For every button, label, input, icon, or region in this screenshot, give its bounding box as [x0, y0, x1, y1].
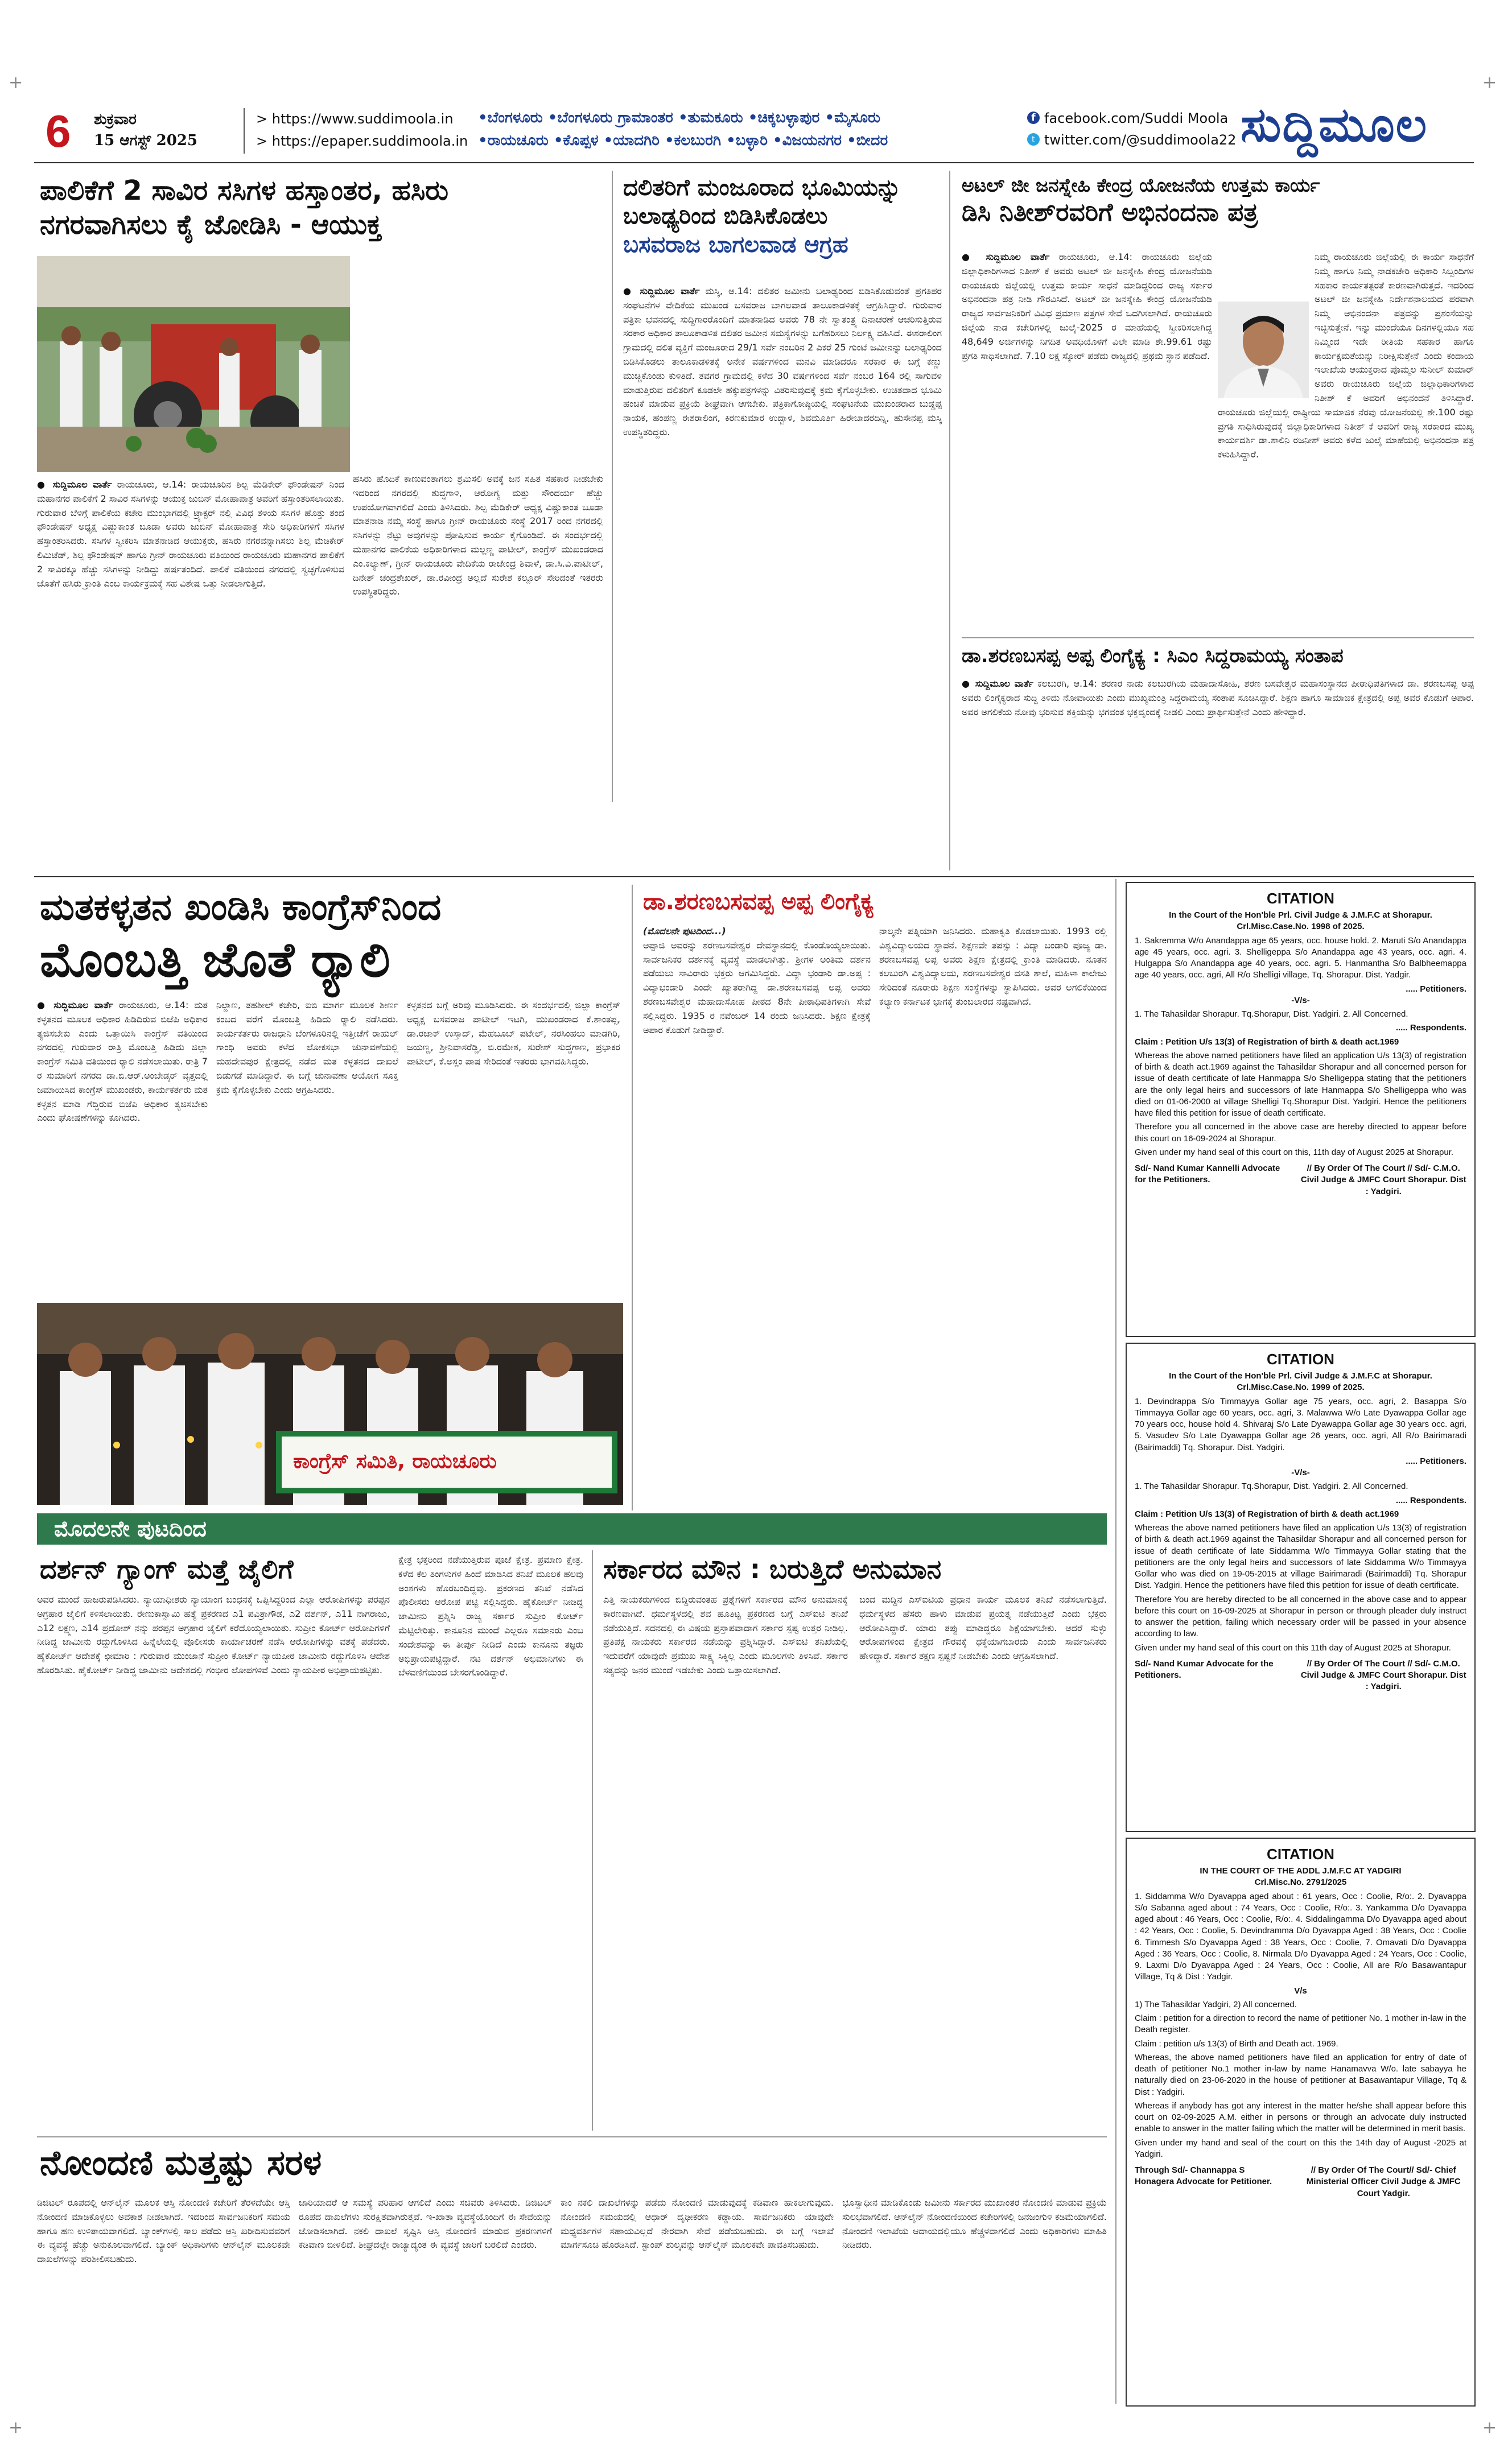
crop-mark-top-left: + — [9, 73, 23, 93]
header-rule — [34, 162, 1474, 163]
citation-title: CITATION — [1267, 890, 1334, 907]
header-cities-2: •ರಾಯಚೂರು •ಕೊಪ್ಪಳ •ಯಾದಗಿರಿ •ಕಲಬುರಗಿ •ಬಳ್ಳಾರಿ •ವಿಜಯನಗರ •ಬೀದರ — [478, 132, 888, 149]
story3-col1: ● ಸುದ್ದಿಮೂಲ ವಾರ್ತೆ ರಾಯಚೂರು, ಆ.14: ರಾಯಚೂರು ಜಿಲ್ಲೆಯ ಜಿಲ್ಲಾಧಿಕಾರಿಗಳಾದ ನಿತೀಶ್ ಕೆ ಅವರು ಅಟಲ್ ಜೀ ಜನಸ್ನೇಹಿ ಕೇಂದ್ರ ಯೋಜನೆಯಡಿ ರಾಯಚೂರು ಜಿಲ್ಲೆಯಲ್ಲಿ ಉತ್ತಮ ಕಾರ್ಯ ಸಾಧನೆ ಮಾಡಿದ್ದರಿಂದ ರಾಜ್ಯ ಸರ್ಕಾರ ಅಭಿನಂದನಾ ಪತ್ರ ನೀಡಿ ಗೌರವಿಸಿದೆ. ಅಟಲ್ ಜೀ ಜನಸ್ನೇಹಿ ಕೇಂದ್ರ ಯೋಜನೆಯಡಿ ರಾಜ್ಯದ ಸಾರ್ವಜನಿಕರಿಗೆ ವಿವಿಧ ಪ್ರಮಾಣ ಪತ್ರಗಳ ಸೇವೆ ಒದಗಿಸಲಾಗಿದೆ. ರಾಯಚೂರು ಜಿಲ್ಲೆಯ ನಾಡ ಕಚೇರಿಗಳಲ್ಲಿ ಜುಲೈ-2025 ರ ಮಾಹೆಯಲ್ಲಿ ಸ್ವೀಕರಿಸಲಾಗಿದ್ದ 48,649 ಅರ್ಜಿಗಳನ್ನು ನಿಗದಿತ ಅವಧಿಯೊಳಗೆ ವಿಲೇ ಮಾಡಿ ಶೇ.99.61 ರಷ್ಟು ಪ್ರಗತಿ ಸಾಧಿಸಲಾಗಿದೆ. 7.10 ಲಕ್ಷ ಸ್ಕೋರ್ ಪಡೆದು ರಾಜ್ಯದಲ್ಲಿ ಪ್ರಥಮ ಸ್ಥಾನ ಪಡೆದಿದೆ. — [962, 251, 1212, 361]
story9-headline: ನೋಂದಣಿ ಮತ್ತಷ್ಟು ಸರಳ — [40, 2143, 322, 2183]
citation-1999: CITATION In the Court of the Hon'ble Prl. Civil Judge & J.M.F.C at Shorapur. Crl.Misc.Case.No. 1999 of 2025. 1. Devindrappa S/o Timmayya Gollar age 75 years, occ. agri, 2. Basappa S/o Timmayya Gollar age 60 years, occ. agri, 3. Malawwa W/o Late Dyawappa Gollar age 70 years occ, house hold 4. Shivaraj S/o Late Dyawappa Gollar age 30 years occ. agri, 5. Vasudev S/o Late Dyawappa Gollar age 26 years, occ. agri, All R/o Bairimaradi (Bairimaddi) Tq. Shorapur. Dist. Yadgiri. ..... Petitioners. -V/s- 1. The Tahasildar Shorapur. Tq.Shorapur, Dist. Yadgiri. 2. All Concerned. ..... Respondents. Claim : Petition U/s 13(3) of Registration of birth & death act.1969 Whereas the above named petitioners have filed an application U/s 13(3) of registration of birth & death act.1969 against the Tahasildar Shorapur and all concerned person for issue of death certificate of late Siddamma W/o Timmayya Gollar stating that the petitioners are the only legal heirs and successors of late Siddamma W/o Timmayya Gollar who was died on 19-05-2015 at village Bairimaradi (Bairimaddi) Tq. Shorapur Dist. Yadgiri. Hence the petitioners have filed this petition for issue of death certificate. Therefore You are hereby directed to be all concerned in the above case and to appear before this court on 16-09-2025 at Shorapur in person or through pleader duly instruct to answer the petition, failing which necessary order will be passed in your absence according to law. Given under my hand seal of this court on this 11th day of August 2025 at Shorapur. Sd/- Nand Kumar Advocate for the Petitioners. // By Order Of The Court // Sd/- C.M.O. Civil Judge & JMFC Court Shorapur. Dist : Yadgiri. — [1126, 1343, 1476, 1832]
crop-mark-top-right: + — [1482, 73, 1497, 93]
story7-col1: ಅವರ ಮುಂದೆ ಹಾಜರುಪಡಿಸಿದರು. ನ್ಯಾಯಾಧೀಶರು ನ್ಯಾಯಾಂಗ ಬಂಧನಕ್ಕೆ ಒಪ್ಪಿಸಿದ್ದರಿಂದ ಎಲ್ಲಾ ಆರೋಪಿಗಳನ್ನು ಪರಪ್ಪನ ಅಗ್ರಹಾರ ಜೈಲಿಗೆ ಕಳಿಸಲಾಯಿತು. ರೇಣುಕಾಸ್ವಾಮಿ ಹತ್ಯೆ ಪ್ರಕರಣದ ಎ1 ಪವಿತ್ರಾಗೌಡ, ಎ2 ದರ್ಶನ್, ಎ11 ನಾಗರಾಜು, ಎ12 ಲಕ್ಷ್ಮಣ, ಎ14 ಪ್ರದೋಶ್ ನನ್ನು ಪರಪ್ಪನ ಅಗ್ರಹಾರ ಜೈಲಿಗೆ ಕರೆದೊಯ್ಯಲಾಯಿತು. ಸುಪ್ರೀಂ ಕೋರ್ಟ್ ಆರೋಪಿಗಳಿಗೆ ನೀಡಿದ್ದ ಜಾಮೀನು ರದ್ದುಗೊಳಿಸಿದ ಹಿನ್ನೆಲೆಯಲ್ಲಿ ಪೊಲೀಸರು ಕಾರ್ಯಾಚರಣೆ ನಡೆಸಿ ಆರೋಪಿಗಳನ್ನು ವಶಕ್ಕೆ ಪಡೆದರು. ಹೈಕೋರ್ಟ್ ಆದೇಶಕ್ಕೆ ಛೀಮಾರಿ : ಗುರುವಾರ ಮುಂಜಾನೆ ಸುಪ್ರೀಂ ಕೋರ್ಟ್ ನ್ಯಾಯಪೀಠ ಜಾಮೀನು ರದ್ದುಗೊಳಿಸಿ ಆದೇಶ ಹೊರಡಿಸಿತು. ಹೈಕೋರ್ಟ್ ನೀಡಿದ್ದ ಜಾಮೀನು ಆದೇಶದಲ್ಲಿ ಗಂಭೀರ ಲೋಪಗಳಿವೆ ಎಂದು ನ್ಯಾಯಪೀಠ ಅಭಿಪ್ರಾಯಪಟ್ಟಿತು. — [37, 1594, 390, 1675]
story2-body: ● ಸುದ್ದಿಮೂಲ ವಾರ್ತೆ ಮಸ್ಕಿ, ಆ.14: ದಲಿತರ ಜಮೀನು ಬಲಾಢ್ಯರಿಂದ ಬಿಡಿಸಿಕೊಡುವಂತೆ ಪ್ರಗತಿಪರ ಸಂಘಟನೆಗಳ ವೇದಿಕೆಯ ಮುಖಂಡ ಬಸವರಾಜ ಬಾಗಲವಾಡ ತಾಲೂಕಾಡಳಿತಕ್ಕೆ ಆಗ್ರಹಿಸಿದ್ದಾರೆ. ಗುರುವಾರ ಪತ್ರಿಕಾ ಭವನದಲ್ಲಿ ಸುದ್ದಿಗಾರರೊಂದಿಗೆ ಮಾತನಾಡಿದ ಅವರು 78 ನೇ ಸ್ವಾತಂತ್ರ್ಯ ದಿನಾಚರಣೆ ಆಚರಿಸುತ್ತಿರುವ ಸರಕಾರ ಅಧಿಕಾರ ತಾಲೂಕಾಡಳಿತ ದಲಿತರ ಜಮೀನ ಸಮಸ್ಯೆಗಳನ್ನು ಬಗೆಹರಿಸಲು ನಿರ್ಲಕ್ಷ್ಯ ವಹಿಸಿದೆ. ಈಶರಾಲಿಂಗ ಗ್ರಾಮದಲ್ಲಿ ದಲಿತ ವ್ಯಕ್ತಿಗೆ ಮಂಜೂರಾದ 29/1 ಸರ್ವೆ ನಂಬರಿನ 2 ಎಕರೆ 25 ಗುಂಟೆ ಜಮೀನನ್ನು ಬಲಾಢ್ಯರಿಂದ ಬಿಡಿಸಿಕೊಡಲು ತಾಲೂಕಾಡಳಿತಕ್ಕೆ ಅನೇಕ ವರ್ಷಗಳಿಂದ ಮನವಿ ಮಾಡಿದರೂ ಸರಕಾರ ಈ ಬಗ್ಗೆ ಕಣ್ಣು ಮುಚ್ಚಿಕೊಂಡು ಕುಳಿತಿದೆ. ತವಗರ ಗ್ರಾಮದಲ್ಲಿ ಕಳೆದ 30 ವರ್ಷಗಳಿಂದ ಸರ್ವೆ ನಂಬರ 164 ರಲ್ಲಿ ಸಾಗುವಳಿ ಮಾಡುತ್ತಿರುವ ದಲಿತರಿಗೆ ಕೂಡಲೇ ಹಕ್ಕುಪತ್ರಗಳನ್ನು ವಿತರಿಸುವುದಕ್ಕೆ ಕ್ರಮ ಕೈಗೊಳ್ಳಬೇಕು. ಉಚಿತವಾದ ಭೂಮಿ ಹಂಚಿಕೆ ಮಾಡುವ ಪ್ರಕ್ರಿಯೆ ಶೀಘ್ರವಾಗಿ ಆಗಬೇಕು. ಪತ್ರಿಕಾಗೋಷ್ಠಿಯಲ್ಲಿ ಸಂಘಟನೆಯ ಮುಖಂಡರಾದ ಬುಡ್ಡಪ್ಪ ನಾಯಕ, ಹಂಪಣ್ಣ ಈಶರಾಲಿಂಗ, ಕಿರಣಕುಮಾರ ಉದ್ಬಾಳ, ಶಿವಮೂರ್ತಿ ಹಿರೇಬಾದರದಿನ್ನಿ, ಹುಸೇನಪ್ಪ ಮಸ್ಕಿ ಉಪಸ್ಥಿತರಿದ್ದರು. — [623, 286, 942, 438]
story7-col2: ಕ್ಷೇತ್ರ ಭಕ್ತರಿಂದ ನಡೆಯುತ್ತಿರುವ ಪೂಜೆ ಕ್ಷೇತ್ರ. ಪ್ರಮಾಣ ಕ್ಷೇತ್ರ. ಕಳೆದ ಕೆಲ ತಿಂಗಳುಗಳ ಹಿಂದೆ ಮಾಡಿಸಿದ ತನಿಖೆ ಮೂಲಕ ಹಲವು ಅಂಶಗಳು ಹೊರಬಂದಿದ್ದವು. ಪ್ರಕರಣದ ತನಿಖೆ ನಡೆಸಿದ ಪೊಲೀಸರು ಆರೋಪ ಪಟ್ಟಿ ಸಲ್ಲಿಸಿದ್ದರು. ಹೈಕೋರ್ಟ್ ನೀಡಿದ್ದ ಜಾಮೀನು ಪ್ರಶ್ನಿಸಿ ರಾಜ್ಯ ಸರ್ಕಾರ ಸುಪ್ರೀಂ ಕೋರ್ಟ್ ಮೆಟ್ಟಿಲೇರಿತ್ತು. ಕಾನೂನಿನ ಮುಂದೆ ಎಲ್ಲರೂ ಸಮಾನರು ಎಂಬ ಸಂದೇಶವನ್ನು ಈ ತೀರ್ಪು ನೀಡಿದೆ ಎಂದು ಕಾನೂನು ತಜ್ಞರು ಅಭಿಪ್ರಾಯಪಟ್ಟಿದ್ದಾರೆ. ನಟ ದರ್ಶನ್ ಅಭಿಮಾನಿಗಳು ಈ ಬೆಳವಣಿಗೆಯಿಂದ ಬೇಸರಗೊಂಡಿದ್ದಾರೆ. — [398, 1554, 583, 1678]
story6-col1: (ಮೊದಲನೇ ಪುಟದಿಂದ...) ಅಪ್ಪಾಜಿ ಅವರನ್ನು ಶರಣಬಸವೇಶ್ವರ ದೇವಸ್ಥಾನದಲ್ಲಿ ಕೊಂಡೊಯ್ಯಲಾಯಿತು. ಸಾರ್ವಜನಿಕರ ದರ್ಶನಕ್ಕೆ ವ್ಯವಸ್ಥೆ ಮಾಡಲಾಗಿತ್ತು. ಶ್ರೀಗಳ ಅಂತಿಮ ದರ್ಶನ ಪಡೆಯಲು ಸಾವಿರಾರು ಭಕ್ತರು ಆಗಮಿಸಿದ್ದರು. ವಿದ್ಯಾ ಭಂಡಾರಿ ಡಾ.ಅಪ್ಪ : ವಿದ್ಯಾಭಂಡಾರಿ ಎಂದೇ ಖ್ಯಾತರಾಗಿದ್ದ ಡಾ.ಶರಣಬಸವಪ್ಪ ಅಪ್ಪ ಅವರು ಶರಣಬಸವೇಶ್ವರ ಮಹಾದಾಸೋಹ ಪೀಠದ 8ನೇ ಪೀಠಾಧಿಪತಿಗಳಾಗಿ ಸೇವೆ ಸಲ್ಲಿಸಿದ್ದರು. 1935 ರ ನವೆಂಬರ್ 14 ರಂದು ಜನಿಸಿದರು. ಶಿಕ್ಷಣ ಕ್ಷೇತ್ರಕ್ಕೆ ಅಪಾರ ಕೊಡುಗೆ ನೀಡಿದ್ದಾರೆ. — [643, 926, 871, 1035]
story4-headline: ಡಾ.ಶರಣಬಸಪ್ಪ ಅಪ್ಪ ಲಿಂಗೈಕ್ಯ : ಸಿಎಂ ಸಿದ್ದರಾಮಯ್ಯ ಸಂತಾಪ — [962, 645, 1344, 667]
rally-banner-text: ಕಾಂಗ್ರೆಸ್ ಸಮಿತಿ, ರಾಯಚೂರು — [293, 1450, 497, 1473]
story8-headline: ಸರ್ಕಾರದ ಮೌನ : ಬರುತ್ತಿದೆ ಅನುಮಾನ — [603, 1554, 942, 1584]
story9-col2: ಜಾರಿಯಾದರೆ ಆ ಸಮಸ್ಯೆ ಪರಿಹಾರ ಆಗಲಿದೆ ಎಂದು ಸಚಿವರು ತಿಳಿಸಿದರು. ಡಿಜಿಟಲ್ ರೂಪದ ದಾಖಲೆಗಳು ಸುರಕ್ಷಿತವಾಗಿರುತ್ತವೆ. ಇ-ಖಾತಾ ವ್ಯವಸ್ಥೆಯೊಂದಿಗೆ ಈ ಸೇವೆಯನ್ನು ಜೋಡಿಸಲಾಗಿದೆ. ನಕಲಿ ದಾಖಲೆ ಸೃಷ್ಟಿಸಿ ಆಸ್ತಿ ನೋಂದಣಿ ಮಾಡುವ ಪ್ರಕರಣಗಳಿಗೆ ಕಡಿವಾಣ ಬೀಳಲಿದೆ. ಶೀಘ್ರದಲ್ಲೇ ರಾಜ್ಯಾದ್ಯಂತ ಈ ವ್ಯವಸ್ಥೆ ಜಾರಿಗೆ ಬರಲಿದೆ ಎಂದರು. — [299, 2197, 552, 2251]
twitter-icon: t — [1027, 133, 1040, 146]
story1-headline: ಪಾಲಿಕೆಗೆ 2 ಸಾವಿರ ಸಸಿಗಳ ಹಸ್ತಾಂತರ, ಹಸಿರು ನಗರವಾಗಿಸಲು ಕೈ ಜೋಡಿಸಿ - ಆಯುಕ್ತ — [40, 175, 448, 241]
story9-col3: ಕಾಂ ನಕಲಿ ದಾಖಲೆಗಳನ್ನು ಪಡೆದು ನೋಂದಣಿ ಮಾಡುವುದಕ್ಕೆ ಕಡಿವಾಣ ಹಾಕಲಾಗುವುದು. ನೋಂದಣಿ ಸಮಯದಲ್ಲಿ ಆಧಾರ್ ದೃಢೀಕರಣ ಕಡ್ಡಾಯ. ಸಾರ್ವಜನಿಕರು ಯಾವುದೇ ಮಧ್ಯವರ್ತಿಗಳ ಸಹಾಯವಿಲ್ಲದೆ ನೇರವಾಗಿ ಸೇವೆ ಪಡೆಯಬಹುದು. ಈ ಬಗ್ಗೆ ಇಲಾಖೆ ಮಾರ್ಗಸೂಚಿ ಹೊರಡಿಸಿದೆ. ಸ್ಟಾಂಪ್ ಶುಲ್ಕವನ್ನು ಆನ್‌ಲೈನ್ ಮೂಲಕವೇ ಪಾವತಿಸಬಹುದು. — [561, 2197, 834, 2251]
masthead-logo: ಸುದ್ದಿಮೂಲ — [1241, 97, 1428, 152]
story9-col1: ಡಿಜಿಟಲ್ ರೂಪದಲ್ಲಿ ಆನ್‌ಲೈನ್ ಮೂಲಕ ಆಸ್ತಿ ನೋಂದಣಿ ಕಚೇರಿಗೆ ತೆರಳದೆಯೇ ಆಸ್ತಿ ನೋಂದಣಿ ಮಾಡಿಕೊಳ್ಳಲು ಅವಕಾಶ ನೀಡಲಾಗಿದೆ. ಇದರಿಂದ ಸಾರ್ವಜನಿಕರಿಗೆ ಸಮಯ ಹಾಗೂ ಹಣ ಉಳಿತಾಯವಾಗಲಿದೆ. ಬ್ಯಾಂಕ್‌ಗಳಲ್ಲಿ ಸಾಲ ಪಡೆದು ಆಸ್ತಿ ಖರೀದಿಸುವವರಿಗೆ ಈ ವ್ಯವಸ್ಥೆ ಹೆಚ್ಚು ಅನುಕೂಲವಾಗಲಿದೆ. ಬ್ಯಾಂಕ್ ಅಧಿಕಾರಿಗಳು ಆನ್‌ಲೈನ್ ಮೂಲಕವೇ ದಾಖಲೆಗಳನ್ನು ಪರಿಶೀಲಿಸಬಹುದು. — [37, 2197, 290, 2265]
citation-2791: CITATION IN THE COURT OF THE ADDL J.M.F.C AT YADGIRI Crl.Misc.No. 2791/2025 1. Siddamma W/o Dyavappa aged about : 61 years, Occ : Coolie, R/o:. 2. Dyavappa S/o Sabanna aged about : 74 Years, Occ : Coolie, R/o:. 3. Yankamma D/o Dyavappa aged about : 46 Years, Occ : Coolie, R/o:. 4. Siddalingamma D/o Dyavappa aged about : 42 Years, Occ : Coolie, 5. Devindramma D/o Dyavappa Aged : 38 Years, Occ : Coolie 6. Timmesh S/o Dyavappa Aged : 38 Years, Occ : Coolie, 7. Omavati D/o Dyavappa Aged : 36 Years, Occ : Coolie, 8. Nirmala D/o Dyavappa Aged : 24 Years, Occ : Coolie, 9. Laxmi D/o Dyavappa Aged : 24 Years, Occ : Coolie, All are R/o Basawantapur Village, Tq & Dist : Yadgir. V/s 1) The Tahasildar Yadgiri, 2) All concerned. Claim : petition for a direction to record the name of petitioner No. 1 mother in-law in the Death register. Claim : petition u/s 13(3) of Birth and Death act. 1969. Whereas, the above named petitioners have filed an application for entry of date of death of petitioner No.1 mother in-law by name Hanamavva W/o. late sabayya he naturally died on 23-06-2020 in the house of petitioner at Basawantapur Village, Tq & Dist : Yadgiri. Whereas if anybody has got any interest in the matter he/she shall appear before this court on 02-09-2025 A.M. either in persons or through an advocate duly instructed enable to answer in the matter failing which the matter will be determined in merit basis. Given under my hand and seal of the court on this the 14th day of August -2025 at Yadgiri. Through Sd/- Channappa S Honagera Advocate for Petitioner. // By Order Of The Court// Sd/- Chief Ministerial Officer Civil Judge & JMFC Court Yadgir. — [1126, 1838, 1476, 2407]
story5-col2: ನಿಲ್ದಾಣ, ತಹಶೀಲ್ ಕಚೇರಿ, ಐಬಿ ಮಾರ್ಗ ಮೂಲಕ ಶೀರ್ಣ ಕಂಬದ ವರೆಗೆ ಮೊಂಬತ್ತಿ ಹಿಡಿದು ರ್‍ಯಾಲಿ ನಡೆಸಿದರು. ಕಾರ್ಯಕರ್ತರು ರಾಜಧಾನಿ ಬೆಂಗಳೂರಿನಲ್ಲಿ ಇತ್ತೀಚೆಗೆ ರಾಹುಲ್ ಗಾಂಧಿ ಅವರು ಕಳೆದ ಲೋಕಸಭಾ ಚುನಾವಣೆಯಲ್ಲಿ ಮಹದೇವಪುರ ಕ್ಷೇತ್ರದಲ್ಲಿ ನಡೆದ ಮತ ಕಳ್ಳತನದ ದಾಖಲೆ ಬಿಡುಗಡೆ ಮಾಡಿದ್ದಾರೆ. ಈ ಬಗ್ಗೆ ಚುನಾವಣಾ ಆಯೋಗ ಸೂಕ್ತ ಕ್ರಮ ಕೈಗೊಳ್ಳಬೇಕು ಎಂದು ಆಗ್ರಹಿಸಿದರು. — [216, 1000, 398, 1095]
story5-rally-photo — [37, 1303, 623, 1505]
story5-headline: ಮತಕಳ್ಳತನ ಖಂಡಿಸಿ ಕಾಂಗ್ರೆಸ್‌ನಿಂದ ಮೊಂಬತ್ತಿ ಜೊತೆ ರ್‍ಯಾಲಿ — [40, 886, 442, 988]
page-number: 6 — [46, 106, 71, 156]
crop-mark-bottom-right: + — [1482, 2418, 1497, 2438]
facebook-link[interactable]: facebook.com/Suddi Moola — [1044, 110, 1229, 126]
epaper-link[interactable]: > https://epaper.suddimoola.in — [256, 133, 468, 149]
twitter-link[interactable]: twitter.com/@suddimoola22 — [1044, 132, 1237, 148]
col-rule-5 — [592, 1550, 593, 2131]
story6-headline: ಡಾ.ಶರಣಬಸವಪ್ಪ ಅಪ್ಪ ಲಿಂಗೈಕ್ಯ — [643, 889, 875, 915]
story1-col2: ಹಸಿರು ಹೊದಿಕೆ ಕಾಣುವಂತಾಗಲು ಶ್ರಮಿಸಲಿ ಅವಕ್ಕೆ ಜನ ಸಹಿತ ಸಹಕಾರ ನೀಡಬೇಕು ಇದರಿಂದ ನಗರದಲ್ಲಿ ಶುದ್ಧಗಾಳಿ, ಆರೋಗ್ಯ ಮತ್ತು ಸೌಂದರ್ಯ ಹೆಚ್ಚು ಉಪಯೋಗವಾಗಲಿದೆ ಎಂದು ತಿಳಿಸಿದರು. ಶಿಲ್ಪ ಮೆಡಿಕೇರ್ ಅಧ್ಯಕ್ಷ ವಿಷ್ಣುಕಾಂತ ಬೂಡಾ ಮಾತನಾಡಿ ನಮ್ಮ ಸಂಸ್ಥೆ ಹಾಗೂ ಗ್ರೀನ್ ರಾಯಚೂರು ಸಂಸ್ಥೆ 2017 ರಿಂದ ನಗರದಲ್ಲಿ ಸಸಿಗಳನ್ನು ನೆಟ್ಟು ಅವುಗಳನ್ನು ಪೋಷಿಸುವ ಕಾರ್ಯ ಕೈಗೊಂಡಿದೆ. ಈ ಸಂದರ್ಭದಲ್ಲಿ ಮಹಾನಗರ ಪಾಲಿಕೆಯ ಅಧಿಕಾರಿಗಳಾದ ಮಲ್ಲಣ್ಣ ಪಾಟೀಲ್, ಕಾಂಗ್ರೆಸ್ ಮುಖಂಡರಾದ ಎಂ.ಕಲ್ಯಾಣ್, ಗ್ರೀನ್ ರಾಯಚೂರು ವೇದಿಕೆಯ ರಾಜೇಂದ್ರ ಶಿವಾಳೆ, ಡಾ.ಸಿ.ವಿ.ಪಾಟೀಲ್, ದಿನೇಶ್ ಚಂದ್ರಶೇಖರ್, ಡಾ.ರವೀಂದ್ರ ಅಲ್ಲದೆ ಸುರೇಶ ಕಲ್ಲೂರ್ ಸೇರಿದಂತೆ ಇತರರು ಉಪಸ್ಥಿತರಿದ್ದರು. — [353, 473, 603, 597]
col-rule-3 — [632, 885, 633, 1510]
col-rule-2 — [949, 171, 950, 870]
story5-col3: ಕಳ್ಳತನದ ಬಗ್ಗೆ ಅರಿವು ಮೂಡಿಸಿದರು. ಈ ಸಂದರ್ಭದಲ್ಲಿ ಜಿಲ್ಲಾ ಕಾಂಗ್ರೆಸ್ ಅಧ್ಯಕ್ಷ ಬಸವರಾಜ ಪಾಟೀಲ್ ಇಟಗಿ, ಮುಖಂಡರಾದ ಕೆ.ಶಾಂತಪ್ಪ, ಡಾ.ರಜಾಕ್ ಉಸ್ತಾದ್, ಮೆಹಬೂಬ್ ಪಟೇಲ್, ನರಸಿಂಹಲು ಮಾಡಗಿರಿ, ಜಯಣ್ಣ, ಶ್ರೀನಿವಾಸರೆಡ್ಡಿ, ಬಿ.ರಮೇಶ, ಸುರೇಶ್ ಸುದ್ಧಗಾಣ, ಪ್ರಭಾಕರ ಪಾಟೀಲ್, ಕೆ.ಅಸ್ಲಂ ಪಾಷ ಸೇರಿದಂತೆ ಇತರರು ಭಾಗವಹಿಸಿದ್ದರು. — [407, 1000, 620, 1067]
story3-rule — [962, 637, 1474, 638]
story8-col2: ಬಂದ ಮದ್ದಿನ ಎಸ್ಐಟಿಯ ಪ್ರಧಾನ ಕಾರ್ಯ ಮೂಲಕ ತನಿಖೆ ನಡೆಸಲಾಗುತ್ತಿದೆ. ಧರ್ಮಸ್ಥಳದ ಹೆಸರು ಹಾಳು ಮಾಡುವ ಪ್ರಯತ್ನ ನಡೆಯುತ್ತಿದೆ ಎಂದು ಭಕ್ತರು ಆರೋಪಿಸಿದ್ದಾರೆ. ಯಾರು ತಪ್ಪು ಮಾಡಿದ್ದರೂ ಶಿಕ್ಷೆಯಾಗಬೇಕು. ಆದರೆ ಸುಳ್ಳು ಆರೋಪಗಳಿಂದ ಕ್ಷೇತ್ರದ ಗೌರವಕ್ಕೆ ಧಕ್ಕೆಯಾಗಬಾರದು ಎಂದು ಸಾರ್ವಜನಿಕರು ಹೇಳಿದ್ದಾರೆ. ಸರ್ಕಾರ ತಕ್ಷಣ ಸ್ಪಷ್ಟನೆ ನೀಡಬೇಕು ಎಂದು ಆಗ್ರಹಿಸಲಾಗಿದೆ. — [859, 1594, 1107, 1662]
story1-col1: ● ಸುದ್ದಿಮೂಲ ವಾರ್ತೆ ರಾಯಚೂರು, ಆ.14: ರಾಯಚೂರಿನ ಶಿಲ್ಪ ಮೆಡಿಕೇರ್ ಫೌಂಡೇಷನ್ ನಿಂದ ಮಹಾನಗರ ಪಾಲಿಕೆಗೆ 2 ಸಾವಿರ ಸಸಿಗಳನ್ನು ಆಯುಕ್ತ ಜುಬಿನ್ ಮೋಹಾಪಾತ್ರ ಅವರಿಗೆ ಹಸ್ತಾಂತರಿಸಲಾಯಿತು. ಗುರುವಾರ ಬೆಳಿಗ್ಗೆ ಪಾಲಿಕೆಯ ಕಚೇರಿ ಮುಂಭಾಗದಲ್ಲಿ ಟ್ರ್ಯಾಕ್ಟರ್ ನಲ್ಲಿ ವಿವಿಧ ತಳಿಯ ಸಸಿಗಳ ಹೊತ್ತು ತಂದ ಫೌಂಡೇಷನ್ ಅಧ್ಯಕ್ಷ ವಿಷ್ಣುಕಾಂತ ಬೂಡಾ ಅವರು ಜುಬಿನ್ ಮೋಹಾಪಾತ್ರ ಸೇರಿ ಅಧಿಕಾರಿಗಳಿಗೆ ಸಸಿಗಳ ಹಸ್ತಾಂತರಿಸಿದರು. ಸಸಿಗಳ ಸ್ವೀಕರಿಸಿ ಮಾತನಾಡಿದ ಆಯುಕ್ತರು, ಹಸಿರು ನಗರವನ್ನಾಗಿಸಲು ಶಿಲ್ಪ ಮೆಡಿಕೇರ್ ಲಿಮಿಟೆಡ್, ಶಿಲ್ಪ ಫೌಂಡೇಷನ್ ಹಾಗೂ ಗ್ರೀನ್ ರಾಯಚೂರು ವತಿಯಿಂದ ರಾಯಚೂರು ಮಹಾನಗರ ಪಾಲಿಕೆಗೆ 2 ಸಾವಿರಕ್ಕೂ ಹೆಚ್ಚು ಸಸಿಗಳನ್ನು ನೀಡಿದ್ದು ಹರ್ಷತಂದಿದೆ. ಪಾಲಿಕೆ ವತಿಯಿಂದ ನಗರದಲ್ಲಿ ಸ್ವಚ್ಛಗೊಳಿಸುವ ಜೊತೆಗೆ ಹಸಿರು ಕ್ರಾಂತಿ ಎಂಬ ಕಾರ್ಯಕ್ರಮಕ್ಕೆ ಸಹ ವಿಶೇಷ ಒತ್ತು ನೀಡಲಾಗುತ್ತಿದೆ. — [37, 479, 344, 589]
crop-mark-bottom-left: + — [9, 2418, 23, 2438]
citation-1998: CITATION In the Court of the Hon'ble Prl. Civil Judge & J.M.F.C at Shorapur. Crl.Misc.Case.No. 1998 of 2025. 1. Sakremma W/o Anandappa age 65 years, occ. house hold. 2. Maruti S/o Anandappa age 45 years, occ. agri. 3. Shelligeppa S/o Anandappa age 43 years, occ. agri. 4. Hulgappa S/o Anandappa age 40 years, occ. agri. 5. Hanmantha S/o Balbheemappa age 40 years, occ. agri, All R/o Shelligi village, Tq. Shorapur. Dist. Yadgir. ..... Petitioners. -V/s- 1. The Tahasildar Shorapur. Tq.Shorapur, Dist. Yadgiri. 2. All Concerned. ..... Respondents. Claim : Petition U/s 13(3) of Registration of birth & death act.1969 Whereas the above named petitioners have filed an application U/s 13(3) of registration of birth & death act.1969 against the Tahasildar Shorapur and all concerned person for issue of death certificate of late Hanmappa S/o Shelligeppa stating that the petitioners are the only legal heirs and successors of late Hanmappa S/o Shelligeppa who was died on 01-06-2000 at village Shelligi Tq.Shorapur Dist. Yadgiri. Hence the petitioners have filed this petition for issue of death certificate. Therefore you all concerned in the above case are hereby directed to appear before this court on 16-09-2024 at Shorapur. Given under my hand seal of this court on this, 11th day of August 2025 at Shorapur. Sd/- Nand Kumar Kannelli Advocate for the Petitioners. // By Order Of The Court // Sd/- C.M.O. Civil Judge & JMFC Court Shorapur. Dist : Yadgiri. — [1126, 882, 1476, 1337]
header-divider — [244, 108, 245, 154]
row1-rule — [34, 876, 1474, 877]
story1-photo — [37, 256, 350, 472]
row3-rule — [37, 2136, 1107, 2137]
story5-col1: ● ಸುದ್ದಿಮೂಲ ವಾರ್ತೆ ರಾಯಚೂರು, ಆ.14: ಮತ ಕಳ್ಳತನದ ಮೂಲಕ ಅಧಿಕಾರ ಹಿಡಿದಿರುವ ಬಿಜೆಪಿ ಅಧಿಕಾರ ತ್ಯಜಿಸಬೇಕು ಎಂದು ಒತ್ತಾಯಿಸಿ ಕಾಂಗ್ರೆಸ್ ವತಿಯಿಂದ ನಗರದಲ್ಲಿ ಗುರುವಾರ ರಾತ್ರಿ ಮೊಂಬತ್ತಿ ಹಿಡಿದು ಜಿಲ್ಲಾ ಕಾಂಗ್ರೆಸ್ ಸಮಿತಿ ವತಿಯಿಂದ ರ್‍ಯಾಲಿ ನಡೆಸಲಾಯಿತು. ರಾತ್ರಿ 7 ರ ಸುಮಾರಿಗೆ ನಗರದ ಡಾ.ಬಿ.ಆರ್.ಅಂಬೇಡ್ಕರ್ ವೃತ್ತದಲ್ಲಿ ಜಮಾಯಿಸಿದ ಕಾಂಗ್ರೆಸ್ ಮುಖಂಡರು, ಕಾರ್ಯಕರ್ತರು ಮತ ಕಳ್ಳತನ ಮಾಡಿ ಗೆದ್ದಿರುವ ಬಿಜೆಪಿ ಅಧಿಕಾರ ತ್ಯಜಿಸಬೇಕು ಎಂದು ಘೋಷಣೆಗಳನ್ನು ಕೂಗಿದರು. — [37, 1000, 208, 1124]
story4-body: ● ಸುದ್ದಿಮೂಲ ವಾರ್ತೆ ಕಲಬುರಗಿ, ಆ.14: ಶರಣರ ನಾಡು ಕಲಬುರಗಿಯ ಮಹಾದಾಸೋಹಿ, ಶರಣ ಬಸವೇಶ್ವರ ಮಹಾಸಂಸ್ಥಾನದ ಪೀಠಾಧಿಪತಿಗಳಾದ ಡಾ. ಶರಣಬಸಪ್ಪ ಅಪ್ಪ ಅವರು ಲಿಂಗೈಕ್ಯರಾದ ಸುದ್ದಿ ತಿಳಿದು ನೋವಾಯಿತು ಎಂದು ಮುಖ್ಯಮಂತ್ರಿ ಸಿದ್ದರಾಮಯ್ಯ ಸಂತಾಪ ಸೂಚಿಸಿದ್ದಾರೆ. ಶಿಕ್ಷಣ ಹಾಗೂ ಸಾಮಾಜಿಕ ಕ್ಷೇತ್ರದಲ್ಲಿ ಅಪ್ಪ ಅವರ ಕೊಡುಗೆ ಅಪಾರ. ಅವರ ಅಗಲಿಕೆಯ ನೋವು ಭರಿಸುವ ಶಕ್ತಿಯನ್ನು ಭಗವಂತ ಭಕ್ತವೃಂದಕ್ಕೆ ನೀಡಲಿ ಎಂದು ಪ್ರಾರ್ಥಿಸುತ್ತೇನೆ ಎಂದು ಹೇಳಿದ್ದಾರೆ. — [962, 678, 1474, 717]
story3-headline: ಅಟಲ್ ಜೀ ಜನಸ್ನೇಹಿ ಕೇಂದ್ರ ಯೋಜನೆಯ ಉತ್ತಮ ಕಾರ್ಯ ಡಿಸಿ ನಿತೀಶ್‌ರವರಿಗೆ ಅಭಿನಂದನಾ ಪತ್ರ — [962, 174, 1320, 228]
story3-col2: ನಿಮ್ಮ ರಾಯಚೂರು ಜಿಲ್ಲೆಯಲ್ಲಿ ಈ ಕಾರ್ಯ ಸಾಧನೆಗೆ ನಿಮ್ಮ ಹಾಗೂ ನಿಮ್ಮ ನಾಡಕಚೇರಿ ಅಧಿಕಾರಿ ಸಿಬ್ಬಂದಿಗಳ ಸಹಕಾರ ಕಾರ್ಯತತ್ಪರತೆ ಕಾರಣವಾಗಿರುತ್ತದೆ. ಇದರಿಂದ ಅಟಲ್ ಜೀ ಜನಸ್ನೇಹಿ ನಿರ್ದೇಶನಾಲಯದ ಪರವಾಗಿ ನಿಮ್ಮ ಅಭಿನಂದನಾ ಪತ್ರವನ್ನು ಪ್ರಶಂಸೆಯನ್ನು ಇಚ್ಛಿಸುತ್ತೇನೆ. ಇನ್ನು ಮುಂದೆಯೂ ದಿನಗಳಲ್ಲಿಯೂ ಸಹ ನಿಮ್ಮಿಂದ ಇದೇ ರೀತಿಯ ಸಹಕಾರ ಹಾಗೂ ಕಾರ್ಯಕ್ಷಮತೆಯನ್ನು ನಿರೀಕ್ಷಿಸುತ್ತೇನೆ ಎಂದು ಕಂದಾಯ ಇಲಾಖೆಯ ಆಯುಕ್ತರಾದ ಪೊಮ್ಮಲ ಸುನೀಲ್ ಕುಮಾರ್ ಅವರು ರಾಯಚೂರು ಜಿಲ್ಲೆಯ ಜಿಲ್ಲಾಧಿಕಾರಿಗಳಾದ ನಿತೀಶ್ ಕೆ ಅವರಿಗೆ ಅಭಿನಂದನೆ ತಿಳಿಸಿದ್ದಾರೆ. ರಾಯಚೂರು ಜಿಲ್ಲೆಯಲ್ಲಿ ರಾಷ್ಟ್ರೀಯ ಸಾಮಾಜಿಕ ನೆರವು ಯೋಜನೆಯಲ್ಲಿ ಶೇ.100 ರಷ್ಟು ಪ್ರಗತಿ ಸಾಧಿಸಿರುವುದಕ್ಕೆ ಜಿಲ್ಲಾಧಿಕಾರಿಗಳಾದ ನಿತೀಶ್ ಕೆ ಅವರಿಗೆ ರಾಜ್ಯ ಸರಕಾರದ ಮುಖ್ಯ ಕಾರ್ಯದರ್ಶಿ ಡಾ.ಶಾಲಿನಿ ರಜನೀಶ್ ಅವರು ಕಳೆದ ಜುಲೈ ಮಾಹೆಯಲ್ಲಿ ಅಭಿನಂದನಾ ಪತ್ರ ಕಳುಹಿಸಿದ್ದಾರೆ. — [1218, 251, 1474, 460]
story7-headline: ದರ್ಶನ್ ಗ್ಯಾಂಗ್ ಮತ್ತೆ ಜೈಲಿಗೆ — [40, 1554, 294, 1584]
header-date: 15 ಆಗಸ್ಟ್ 2025 — [94, 132, 197, 149]
section-band-from-page-1: ಮೊದಲನೇ ಪುಟದಿಂದ — [37, 1513, 1107, 1545]
website-link[interactable]: > https://www.suddimoola.in — [256, 111, 454, 127]
story2-headline: ದಲಿತರಿಗೆ ಮಂಜೂರಾದ ಭೂಮಿಯನ್ನು ಬಲಾಢ್ಯರಿಂದ ಬಿಡಿಸಿಕೊಡಲು ಬಸವರಾಜ ಬಾಗಲವಾಡ ಆಗ್ರಹ — [623, 175, 901, 258]
col-rule-4 — [1115, 879, 1116, 2404]
col-rule-1 — [612, 171, 613, 802]
story8-col1: ಎತ್ತಿ ನಾಯಕರುಗಳಿಂದ ಬಿದ್ದಿರುವಂತಹ ಪ್ರಶ್ನೆಗಳಿಗೆ ಸರ್ಕಾರದ ಮೌನ ಅನುಮಾನಕ್ಕೆ ಕಾರಣವಾಗಿದೆ. ಧರ್ಮಸ್ಥಳದಲ್ಲಿ ಶವ ಹೂತಿಟ್ಟ ಪ್ರಕರಣದ ಬಗ್ಗೆ ಎಸ್ಐಟಿ ತನಿಖೆ ನಡೆಯುತ್ತಿದೆ. ಸದನದಲ್ಲಿ ಈ ವಿಷಯ ಪ್ರಸ್ತಾಪವಾದಾಗ ಸರ್ಕಾರ ಸ್ಪಷ್ಟ ಉತ್ತರ ನೀಡಿಲ್ಲ. ಪ್ರತಿಪಕ್ಷ ನಾಯಕರು ಸರ್ಕಾರದ ನಡೆಯನ್ನು ಪ್ರಶ್ನಿಸಿದ್ದಾರೆ. ಎಸ್ಐಟಿ ತನಿಖೆಯಲ್ಲಿ ಇದುವರೆಗೆ ಯಾವುದೇ ಪ್ರಮುಖ ಸಾಕ್ಷ್ಯ ಸಿಕ್ಕಿಲ್ಲ ಎಂದು ಮೂಲಗಳು ತಿಳಿಸಿವೆ. ಸರ್ಕಾರ ಸತ್ಯವನ್ನು ಜನರ ಮುಂದೆ ಇಡಬೇಕು ಎಂದು ಒತ್ತಾಯಿಸಲಾಗಿದೆ. — [603, 1594, 848, 1675]
header-cities-1: •ಬೆಂಗಳೂರು •ಬೆಂಗಳೂರು ಗ್ರಾಮಾಂತರ •ತುಮಕೂರು •ಚಿಕ್ಕಬಳ್ಳಾಪುರ •ಮೈಸೂರು — [478, 109, 880, 126]
header-day: ಶುಕ್ರವಾರ — [94, 111, 137, 128]
story9-col4: ಭೂಸ್ವಾಧೀನ ಮಾಡಿಕೊಂಡು ಜಮೀನು ಸರ್ಕಾರದ ಮುಖಾಂತರ ನೋಂದಣಿ ಮಾಡುವ ಪ್ರಕ್ರಿಯೆ ಸುಲಭವಾಗಲಿದೆ. ಆನ್‌ಲೈನ್ ನೋಂದಣಿಯಿಂದ ಕಚೇರಿಗಳಲ್ಲಿ ಜನಜಂಗುಳಿ ಕಡಿಮೆಯಾಗಲಿದೆ. ನೋಂದಣಿ ಇಲಾಖೆಯ ಆದಾಯದಲ್ಲಿಯೂ ಹೆಚ್ಚಳವಾಗಲಿದೆ ಎಂದು ಅಧಿಕಾರಿಗಳು ಮಾಹಿತಿ ನೀಡಿದರು. — [842, 2197, 1107, 2251]
facebook-icon: f — [1027, 112, 1040, 124]
story6-col2: ನಾಲ್ಕನೇ ಪತ್ನಿಯಾಗಿ ಜನಿಸಿದರು. ಮಹಾಕೃತಿ ಕೊಡಲಾಯಿತು. 1993 ರಲ್ಲಿ ವಿಶ್ವವಿದ್ಯಾಲಯದ ಸ್ಥಾಪನೆ. ಶಿಕ್ಷಣವೇ ತಪಸ್ಸು : ವಿದ್ಯಾ ಬಂಡಾರಿ ಪೂಜ್ಯ ಡಾ. ಶರಣಬಸವಪ್ಪ ಅಪ್ಪ ಅವರು ಶಿಕ್ಷಣ ಕ್ಷೇತ್ರದಲ್ಲಿ ಕ್ರಾಂತಿ ಮಾಡಿದರು. ನೂತನ ಕಲಬುರಗಿ ವಿಶ್ವವಿದ್ಯಾಲಯ, ಶರಣಬಸವೇಶ್ವರ ವಸತಿ ಶಾಲೆ, ಮಹಿಳಾ ಕಾಲೇಜು ಸೇರಿದಂತೆ ನೂರಾರು ಶಿಕ್ಷಣ ಸಂಸ್ಥೆಗಳನ್ನು ಸ್ಥಾಪಿಸಿದರು. ಅವರ ಅಗಲಿಕೆಯಿಂದ ಕಲ್ಯಾಣ ಕರ್ನಾಟಕ ಭಾಗಕ್ಕೆ ತುಂಬಲಾರದ ನಷ್ಟವಾಗಿದೆ. — [879, 926, 1107, 1007]
